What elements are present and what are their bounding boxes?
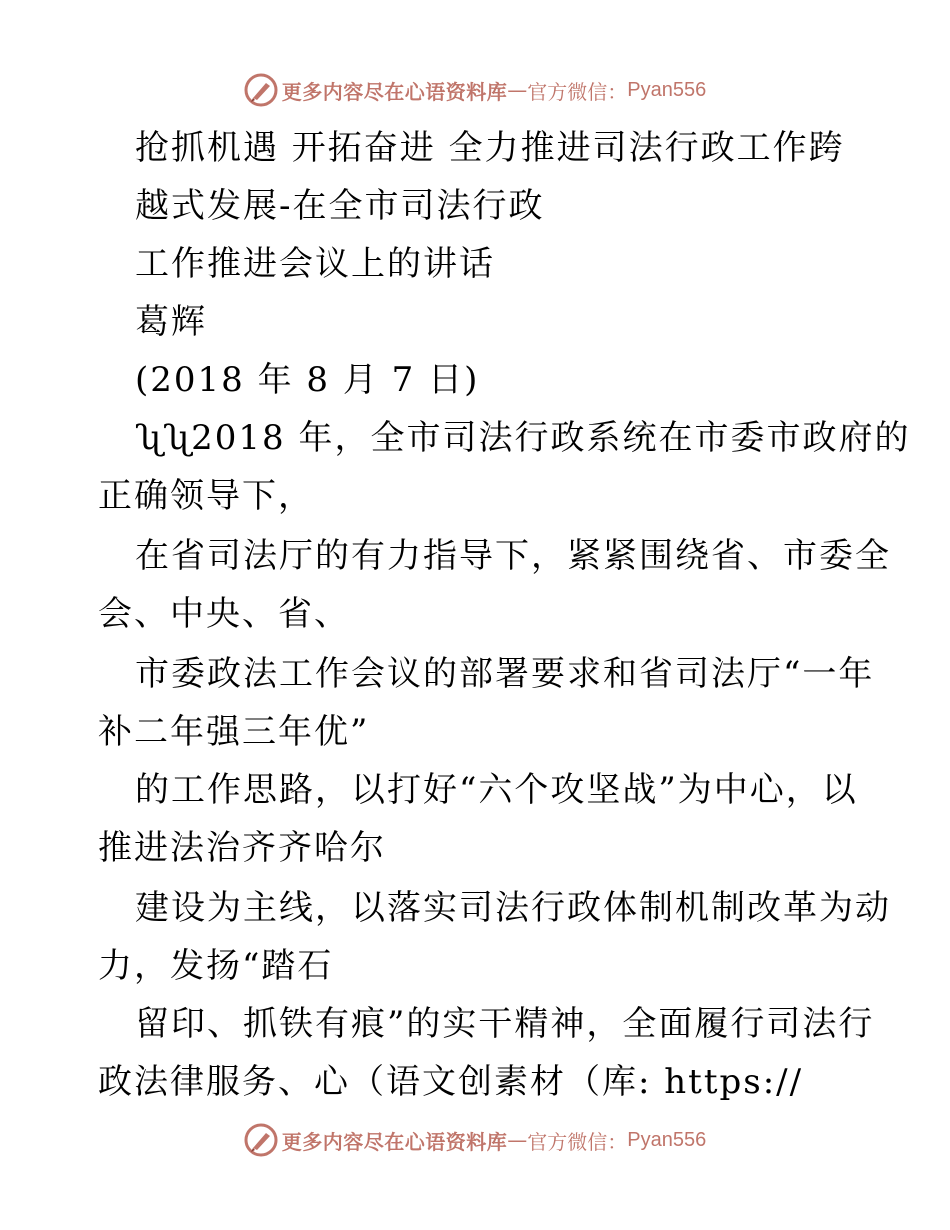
title-line-2: 越式发展-在全市司法行政 xyxy=(135,186,545,226)
body-line: 正确领导下， xyxy=(98,476,314,516)
header-watermark xyxy=(0,70,950,110)
watermark-text: 更多内容尽在心语资料库 xyxy=(281,79,508,104)
body-line: 政法律服务、心（语文创素材（库: https:// xyxy=(98,1062,804,1102)
body-line: 补二年强三年优” xyxy=(98,712,370,752)
body-line: 力，发扬“踏石 xyxy=(98,946,334,986)
title-line-1: 抢抓机遇 开拓奋进 全力推进司法行政工作跨 xyxy=(135,128,845,168)
watermark-separator: — xyxy=(507,1128,528,1152)
author-name: 葛辉 xyxy=(135,302,207,342)
body-line: 推进法治齐齐哈尔 xyxy=(98,828,386,868)
body-line: 在省司法厅的有力指导下，紧紧围绕省、市委全 xyxy=(135,536,891,576)
body-line: 的工作思路，以打好“六个攻坚战”为中心，以 xyxy=(135,770,858,810)
body-line: 建设为主线，以落实司法行政体制机制改革为动 xyxy=(135,888,891,928)
speech-date: (2018 年 8 月 7 日) xyxy=(135,360,480,400)
pen-logo-icon xyxy=(244,73,278,107)
title-line-3: 工作推进会议上的讲话 xyxy=(135,244,495,284)
body-line: ʯʯ2018 年，全市司法行政系统在市委市政府的 xyxy=(135,418,911,458)
watermark-text: 更多内容尽在心语资料库 xyxy=(281,1129,508,1154)
footer-watermark xyxy=(0,1120,950,1160)
pen-logo-icon xyxy=(244,1123,278,1157)
watermark-wechat-label: 官方微信： xyxy=(527,1129,628,1154)
body-line: 会、中央、省、 xyxy=(98,594,350,634)
body-line: 市委政法工作会议的部署要求和省司法厅“一年 xyxy=(135,654,875,694)
watermark-wechat-id: Pyan556 xyxy=(627,78,707,101)
watermark-separator: — xyxy=(507,78,528,102)
watermark-wechat-label: 官方微信： xyxy=(527,79,628,104)
watermark-wechat-id: Pyan556 xyxy=(627,1128,707,1151)
body-line: 留印、抓铁有痕”的实干精神，全面履行司法行 xyxy=(135,1004,875,1044)
